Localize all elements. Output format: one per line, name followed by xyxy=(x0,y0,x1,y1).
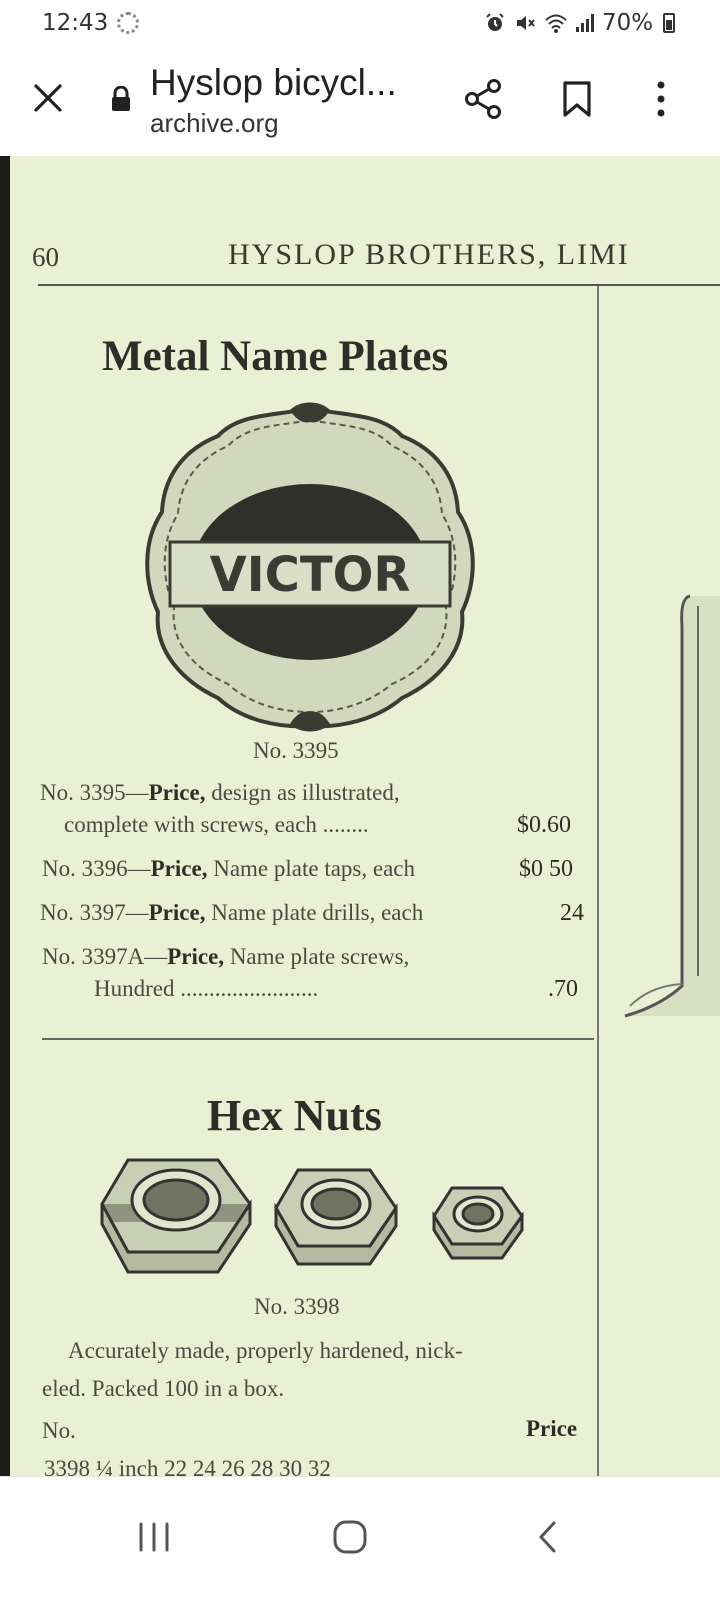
victor-badge-illustration xyxy=(140,402,480,732)
figure-caption: No. 3398 xyxy=(254,1294,340,1319)
home-icon xyxy=(332,1519,368,1555)
partial-figure-illustration xyxy=(620,586,720,1026)
item-price: 24 xyxy=(560,900,584,926)
section-divider xyxy=(42,1038,594,1040)
description-line: Accurately made, properly hardened, nick- xyxy=(68,1338,463,1363)
table-header-no: No. xyxy=(42,1418,76,1443)
back-icon xyxy=(537,1520,559,1554)
share-icon xyxy=(463,78,503,120)
page-number: 60 xyxy=(32,242,59,272)
signal-icon xyxy=(576,14,594,32)
back-button[interactable] xyxy=(516,1505,580,1569)
status-icons xyxy=(484,10,675,36)
header-rule xyxy=(38,284,720,286)
alarm-icon xyxy=(484,12,506,34)
running-head: HYSLOP BROTHERS, LIMI xyxy=(228,238,630,271)
browser-toolbar xyxy=(0,46,720,156)
mute-icon xyxy=(514,12,536,34)
status-bar xyxy=(0,0,720,46)
item-price: $0.60 xyxy=(517,812,571,838)
item-price: .70 xyxy=(548,976,578,1002)
navigation-bar xyxy=(0,1476,720,1600)
description-line: eled. Packed 100 in a box. xyxy=(42,1376,285,1401)
hex-nuts-illustration xyxy=(98,1152,538,1282)
scanned-page[interactable] xyxy=(0,156,720,1476)
recents-button[interactable] xyxy=(122,1505,186,1569)
item-line: No. 3397A—Price, Name plate screws, xyxy=(42,944,410,969)
status-time: 12:43 xyxy=(42,10,109,36)
item-line-continued: Hundred ........................ xyxy=(94,976,319,1001)
item-line-continued: complete with screws, each ........ xyxy=(64,812,369,837)
page-title[interactable]: Hyslop bicycl... xyxy=(150,62,397,103)
battery-icon xyxy=(663,13,675,33)
badge-text: VICTOR xyxy=(209,547,411,603)
bookmark-button[interactable] xyxy=(552,74,602,124)
lock-icon xyxy=(110,86,132,112)
close-button[interactable] xyxy=(24,74,72,122)
item-line: No. 3395—Price, design as illustrated, xyxy=(40,780,400,805)
recents-icon xyxy=(137,1522,171,1552)
more-options-button[interactable] xyxy=(636,74,686,124)
wifi-icon xyxy=(544,12,568,34)
item-price: $0 50 xyxy=(519,856,573,882)
table-row: 3398 ¼ inch 22 24 26 28 30 32 xyxy=(44,1456,331,1476)
table-header-price: Price xyxy=(526,1416,578,1441)
section-title-name-plates: Metal Name Plates xyxy=(102,333,449,380)
item-line: No. 3397—Price, Name plate drills, each xyxy=(40,900,424,925)
sync-icon xyxy=(117,12,139,34)
section-title-hex-nuts: Hex Nuts xyxy=(207,1091,382,1140)
page-domain[interactable]: archive.org xyxy=(150,108,279,138)
close-icon xyxy=(33,83,63,113)
column-rule xyxy=(597,286,599,1476)
figure-caption: No. 3395 xyxy=(253,738,339,763)
item-line: No. 3396—Price, Name plate taps, each xyxy=(42,856,415,881)
home-button[interactable] xyxy=(318,1505,382,1569)
bookmark-icon xyxy=(562,80,592,118)
share-button[interactable] xyxy=(458,74,508,124)
battery-percent: 70% xyxy=(602,10,654,36)
binding-shadow xyxy=(0,156,10,1476)
more-vert-icon xyxy=(656,81,666,117)
